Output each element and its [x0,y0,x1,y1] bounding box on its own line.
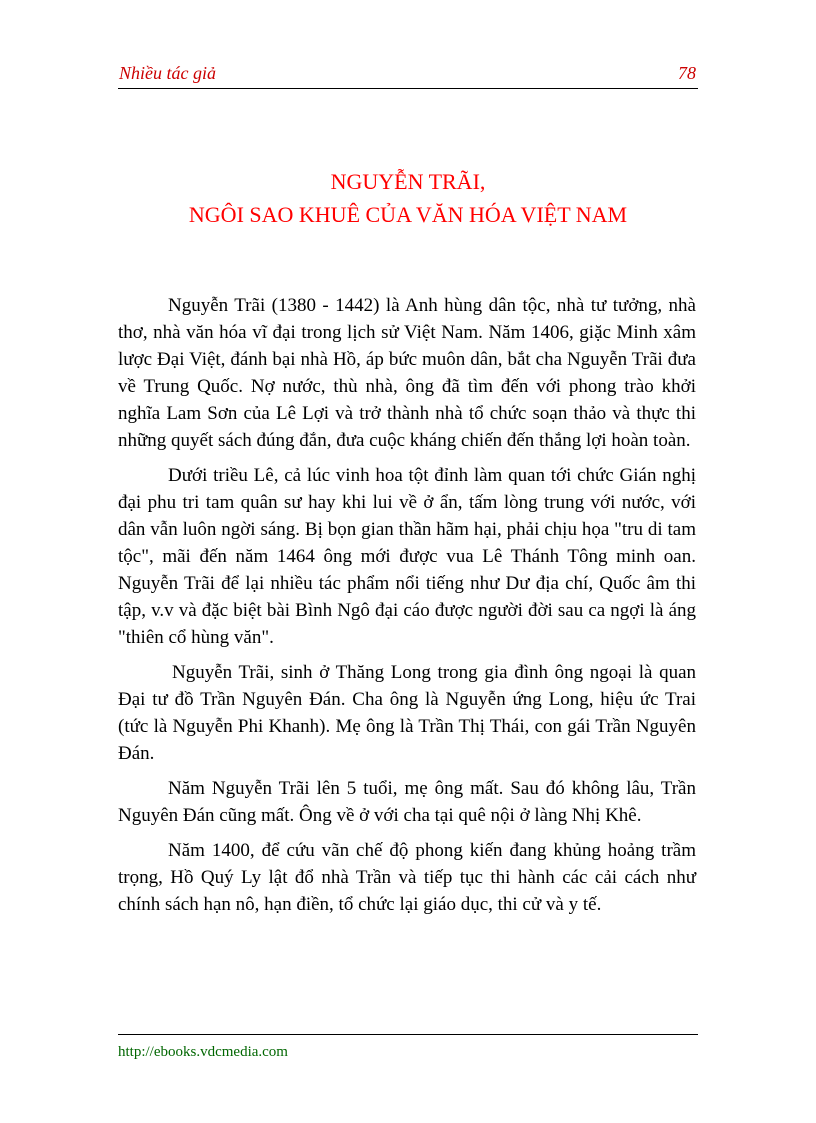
chapter-title [118,165,698,231]
chapter-title-line-2: NGÔI SAO KHUÊ CỦA VĂN HÓA VIỆT NAM [188,202,628,227]
page-header [118,60,698,89]
paragraph-3: Nguyễn Trãi, sinh ở Thăng Long trong gia đình ông ngoại là quan Đại tư đồ Trần Nguyên Đán. Cha ông là Nguyễn ứng Long, hiệu ức Trai (tức là Nguyễn Phi Khanh). Mẹ ông là Trần Thị Thái, con gái Trần Nguyên Đán. [118,662,696,764]
paragraph-5: Năm 1400, để cứu vãn chế độ phong kiến đang khủng hoảng trầm trọng, Hồ Quý Ly lật đổ nhà Trần và tiếp tục thi hành các cải cách như chính sách hạn nô, hạn điền, tổ chức lại giáo dục, thi cử và y tế. [118,840,696,915]
chapter-title-line-1: NGUYỄN TRÃI, [330,169,486,194]
footer-divider [118,1034,698,1035]
footer-link[interactable]: http://ebooks.vdcmedia.com [118,1044,288,1060]
header-author: Nhiều tác giả [119,63,216,83]
page-number: 78 [678,63,696,83]
paragraph-2: Dưới triều Lê, cả lúc vinh hoa tột đỉnh làm quan tới chức Gián nghị đại phu tri tam quân sư hay khi lui về ở ẩn, tấm lòng trung với nước, với dân vẫn luôn ngời sáng. Bị bọn gian thần hãm hại, phải chịu họa "tru di tam tộc", mãi đến năm 1464 ông mới được vua Lê Thánh Tông minh oan. Nguyễn Trãi để lại nhiều tác phẩm nổi tiếng như Dư địa chí, Quốc âm thi tập, v.v và đặc biệt bài Bình Ngô đại cáo được người đời sau ca ngợi là áng "thiên cổ hùng văn". [118,465,696,648]
paragraph-4: Năm Nguyễn Trãi lên 5 tuổi, mẹ ông mất. Sau đó không lâu, Trần Nguyên Đán cũng mất. Ông về ở với cha tại quê nội ở làng Nhị Khê. [118,778,696,826]
body-text [118,292,696,926]
paragraph-1: Nguyễn Trãi (1380 - 1442) là Anh hùng dân tộc, nhà tư tưởng, nhà thơ, nhà văn hóa vĩ đại trong lịch sử Việt Nam. Năm 1406, giặc Minh xâm lược Đại Việt, đánh bại nhà Hồ, áp bức muôn dân, bắt cha Nguyễn Trãi đưa về Trung Quốc. Nợ nước, thù nhà, ông đã tìm đến với phong trào khởi nghĩa Lam Sơn của Lê Lợi và trở thành nhà tổ chức soạn thảo và thực thi những quyết sách đúng đắn, đưa cuộc kháng chiến đến thắng lợi hoàn toàn. [118,295,696,451]
